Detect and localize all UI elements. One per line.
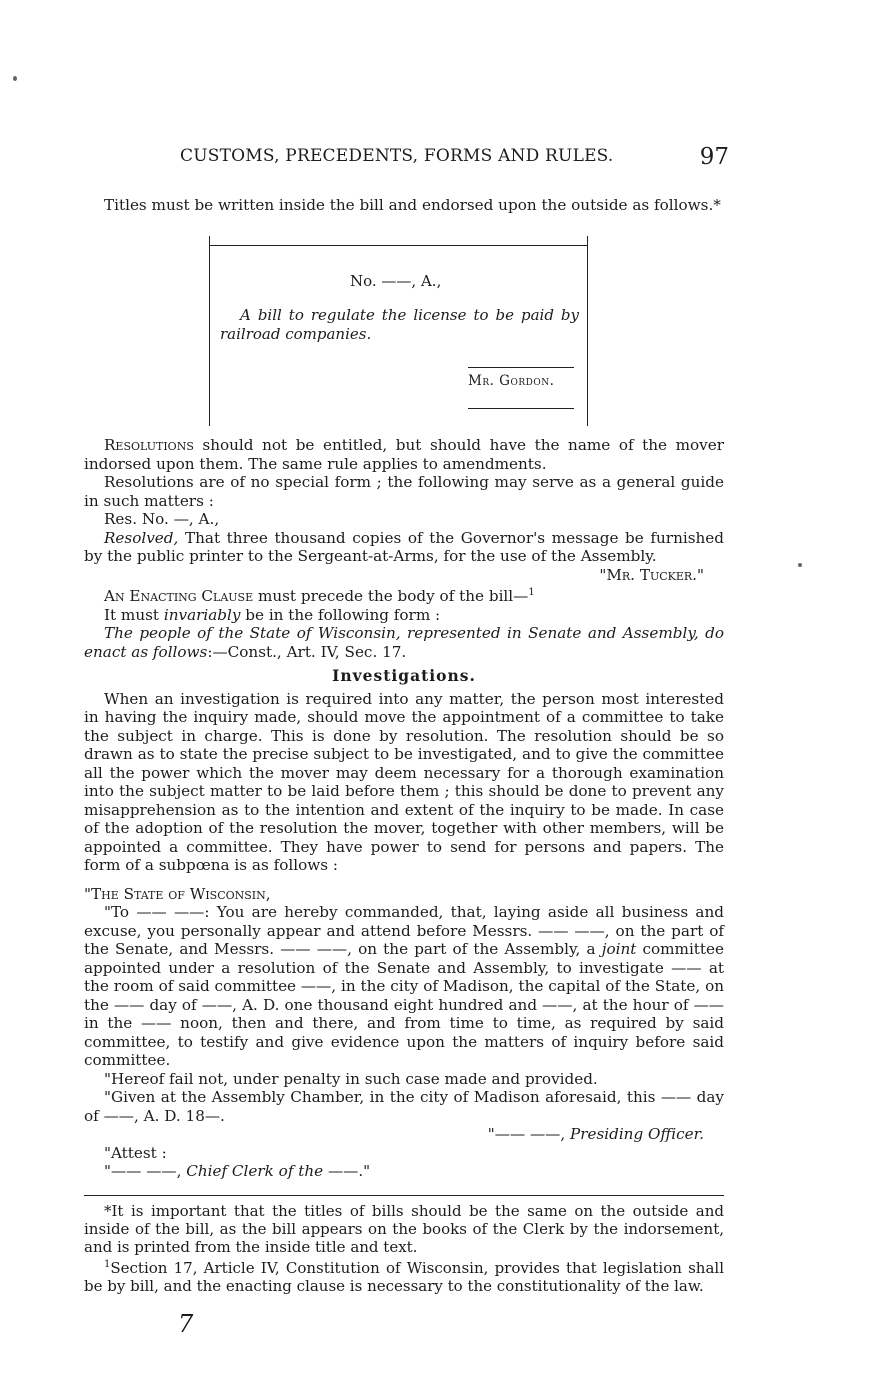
resolutions-text: should not be entitled, but should have the name of the mover indorsed upon them. The same rule applies to amendments. xyxy=(84,436,724,473)
resolved-word: Resolved, xyxy=(104,528,179,547)
enacting-clause-paragraph xyxy=(84,584,724,606)
subpoena-clerk xyxy=(84,1162,724,1181)
resolutions-paragraph xyxy=(84,436,724,473)
resolution-mover: "Mr. Tucker." xyxy=(599,565,704,584)
enacting-text: must precede the body of the bill— xyxy=(253,587,529,606)
bill-endorsement-box xyxy=(209,236,588,426)
bill-sponsor: Mr. Gordon. xyxy=(468,373,555,389)
resolution-number: Res. No. —, A., xyxy=(104,510,220,528)
clerk-title: Chief Clerk of the xyxy=(186,1162,324,1181)
investigations-paragraph: When an investigation is required into any matter, the person most interested in having the inquiry made, should move the appointment of a committee to take the subject in charge. This is done by resolution. The resolution should be so drawn as to state the precise subject to be investigated, and to give the committee all the power which the mover may deem necessary for a thorough examination into the subject matter to be laid before them ; this should be done to prevent any misapprehension as to the intention and extent of the inquiry to be made. In case of the adoption of the resolution the mover, together with other members, will be appointed a committee. They have power to send for persons and papers. The form of a subpœna is as follows : xyxy=(84,689,724,875)
footnote-star: *It is important that the titles of bills should be the same on the outside and inside of the bill, as the bill appears on the books of the Clerk by the indorsement, and is printed from the inside title and text. xyxy=(84,1202,724,1256)
footnote-rule xyxy=(84,1195,724,1196)
footnotes xyxy=(84,1202,724,1295)
enacting-lead: An Enacting Clause xyxy=(104,587,254,606)
main-text xyxy=(84,436,724,1181)
subpoena-command xyxy=(84,903,724,1070)
bill-title: A bill to regulate the license to be paid by railroad companies. xyxy=(220,306,579,343)
enacting-form-post: be in the following form : xyxy=(240,605,441,624)
intro-block xyxy=(84,196,724,215)
sponsor-rule-bottom xyxy=(468,408,574,409)
print-speck xyxy=(13,76,17,81)
enacting-form-paragraph xyxy=(84,606,724,625)
footnote-one-mark: 1 xyxy=(104,1259,111,1270)
spacer xyxy=(84,875,724,885)
page-number: 97 xyxy=(699,144,729,170)
subpoena-attest: "Attest : xyxy=(104,1143,167,1162)
officer-blank: "—— ——, xyxy=(487,1125,570,1144)
subpoena-state: "The State of Wisconsin, xyxy=(84,884,271,903)
officer-title: Presiding Officer. xyxy=(569,1125,704,1144)
enacting-clause-ref: :—Const., Art. IV, Sec. 17. xyxy=(207,642,407,661)
enacting-clause-text xyxy=(84,624,724,661)
resolutions-form-note: Resolutions are of no special form ; the following may serve as a general guide in such matters : xyxy=(84,473,724,510)
enacting-form-em: invariably xyxy=(163,605,241,624)
footnote-one xyxy=(84,1256,724,1295)
resolutions-lead: Resolutions xyxy=(104,436,194,454)
enacting-form-pre: It must xyxy=(104,605,164,624)
investigations-heading: Investigations. xyxy=(332,666,476,686)
resolved-paragraph xyxy=(84,529,724,566)
footnote-ref-1: 1 xyxy=(528,587,535,598)
bill-number: No. ——, A., xyxy=(350,272,442,290)
running-title: CUSTOMS, PRECEDENTS, FORMS AND RULES. xyxy=(180,146,614,166)
footnote-one-text: Section 17, Article IV, Constitution of Wisconsin, provides that legislation shall be by bill, and the enacting clause is necessary to the constitutionality of the law. xyxy=(84,1259,724,1295)
clerk-blank: "—— ——, xyxy=(104,1162,187,1181)
enacting-clause-em: The people of the State of Wisconsin, represented in Senate and Assembly, do enact as follows xyxy=(84,624,724,661)
subpoena-joint: joint xyxy=(601,940,637,959)
resolved-text: That three thousand copies of the Governor's message be furnished by the public printer to the Sergeant-at-Arms, for the use of the Assembly. xyxy=(84,528,724,565)
subpoena-hereof: "Hereof fail not, under penalty in such case made and provided. xyxy=(104,1069,598,1088)
box-top-rule xyxy=(210,245,587,246)
print-speck xyxy=(798,563,802,567)
signature-mark: 7 xyxy=(178,1310,194,1338)
sponsor-rule-top xyxy=(468,367,574,368)
clerk-post: ——." xyxy=(323,1162,371,1181)
subpoena-officer xyxy=(84,1125,724,1144)
subpoena-given: "Given at the Assembly Chamber, in the city of Madison aforesaid, this —— day of ——, A. D. 18—. xyxy=(84,1088,724,1125)
subpoena-command-b: committee appointed under a resolution of the Senate and Assembly, to investigate —— at the room of said committee ——, in the city of Madison, the capital of the State, on the —— day of ——, A. D. one thousand eight hundred and ——, at the hour of —— in the —— noon, then and there, and from time to time, as required by said committee, to testify and give evidence upon the matters of inquiry before said committee. xyxy=(84,940,724,1070)
subpoena-command-a: "To —— ——: You are hereby commanded, that, laying aside all business and excuse, you personally appear and attend before Messrs. —— ——, on the part of the Senate, and Messrs. —— ——, on the part of the Assembly, a xyxy=(84,903,724,959)
intro-paragraph: Titles must be written inside the bill and endorsed upon the outside as follows.* xyxy=(104,196,721,214)
running-header xyxy=(84,146,729,176)
